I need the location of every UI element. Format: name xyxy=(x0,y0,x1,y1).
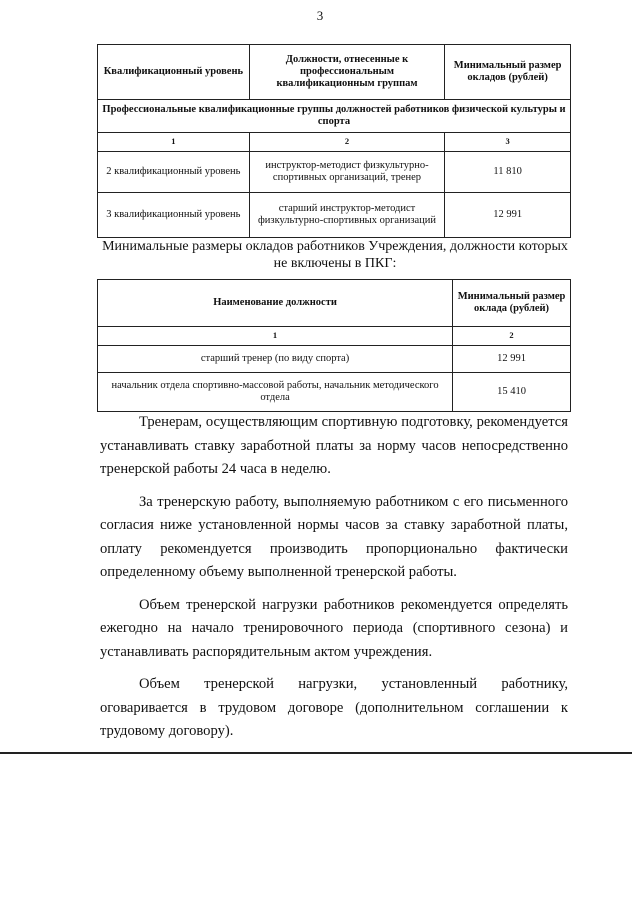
table-row xyxy=(98,152,571,193)
position-cell: начальник отдела спортивно-массовой работы, начальник методического отдела xyxy=(98,373,453,412)
column-number: 2 xyxy=(453,327,571,346)
pkg-salary-table xyxy=(97,44,571,238)
table-header-row xyxy=(98,45,571,100)
column-number: 3 xyxy=(445,133,571,152)
column-number: 1 xyxy=(98,327,453,346)
non-pkg-salary-table xyxy=(97,279,571,412)
body-text xyxy=(100,411,568,753)
column-number: 1 xyxy=(98,133,250,152)
level-cell: 3 квалификационный уровень xyxy=(98,193,250,238)
table-row xyxy=(98,193,571,238)
paragraph: Тренерам, осуществляющим спортивную подготовку, рекомендуется устанавливать ставку заработной платы за норму часов непосредственно тренерской работы 24 часа в неделю. xyxy=(100,414,568,477)
page-divider xyxy=(0,752,632,754)
header-level: Квалификационный уровень xyxy=(98,45,250,100)
positions-cell: инструктор-методист физкультурно-спортивных организаций, тренер xyxy=(249,152,445,193)
page-number: 3 xyxy=(316,8,324,23)
column-number-row xyxy=(98,327,571,346)
column-number-row xyxy=(98,133,571,152)
salary-cell: 12 991 xyxy=(445,193,571,238)
section-subtitle: Минимальные размеры окладов работников Учреждения, должности которых не включены в ПКГ: xyxy=(102,239,568,271)
paragraph: Объем тренерской нагрузки, установленный работнику, оговаривается в трудовом договоре (дополнительном соглашении к трудовому договору). xyxy=(100,676,568,739)
header-salary: Минимальный размер окладов (рублей) xyxy=(445,45,571,100)
group-title-row xyxy=(98,100,571,133)
paragraph: За тренерскую работу, выполняемую работником с его письменного согласия ниже установленной нормы часов за ставку заработной платы, оплату рекомендуется производить пропорционально фактически определенному объему выполненной тренерской работы. xyxy=(100,493,568,580)
level-cell: 2 квалификационный уровень xyxy=(98,152,250,193)
paragraph: Объем тренерской нагрузки работников рекомендуется определять ежегодно на начало тренировочного периода (спортивного сезона) и устанавливать распорядительным актом учреждения. xyxy=(100,596,568,660)
table-row xyxy=(98,346,571,373)
table-header-row xyxy=(98,280,571,327)
positions-cell: старший инструктор-методист физкультурно-спортивных организаций xyxy=(249,193,445,238)
position-cell: старший тренер (по виду спорта) xyxy=(98,346,453,373)
salary-cell: 15 410 xyxy=(453,373,571,412)
header-positions: Должности, отнесенные к профессиональным квалификационным группам xyxy=(249,45,445,100)
group-title: Профессиональные квалификационные группы должностей работников физической культуры и спорта xyxy=(98,100,571,133)
salary-cell: 11 810 xyxy=(445,152,571,193)
header-position: Наименование должности xyxy=(98,280,453,327)
column-number: 2 xyxy=(249,133,445,152)
salary-cell: 12 991 xyxy=(453,346,571,373)
header-salary: Минимальный размер оклада (рублей) xyxy=(453,280,571,327)
table-row xyxy=(98,373,571,412)
